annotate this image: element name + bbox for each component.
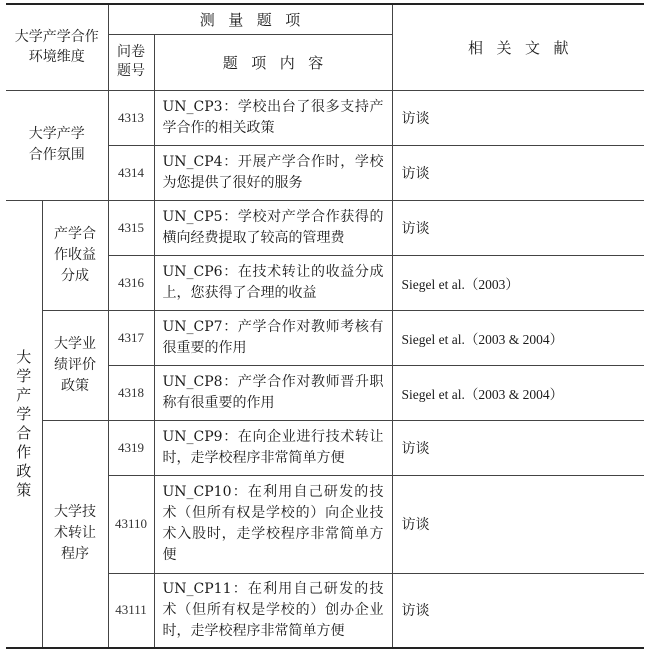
item-no: 43111 bbox=[108, 573, 154, 648]
measurement-items-table-page bbox=[6, 3, 644, 649]
measurement-items-table bbox=[6, 3, 644, 649]
item-no: 43110 bbox=[108, 475, 154, 573]
subgroup-performance-evaluation-label: 大学业绩评价政策 bbox=[54, 335, 96, 394]
item-no: 4314 bbox=[108, 145, 154, 200]
header-item-no bbox=[108, 34, 154, 90]
item-content: UN_CP9：在向企业进行技术转让时，走学校程序非常简单方便 bbox=[154, 420, 392, 475]
subgroup-performance-evaluation bbox=[42, 310, 108, 420]
item-no: 4316 bbox=[108, 255, 154, 310]
header-row-1 bbox=[6, 4, 644, 34]
item-no: 4315 bbox=[108, 200, 154, 255]
item-reference: Siegel et al.（2003 & 2004） bbox=[392, 365, 644, 420]
item-no: 4318 bbox=[108, 365, 154, 420]
header-dimension-label: 大学产学合作环境维度 bbox=[14, 29, 99, 66]
item-reference: 访谈 bbox=[392, 200, 644, 255]
item-content: UN_CP4：开展产学合作时，学校为您提供了很好的服务 bbox=[154, 145, 392, 200]
header-item-content: 题项内容 bbox=[154, 34, 392, 90]
item-reference: 访谈 bbox=[392, 475, 644, 573]
item-content: UN_CP10：在利用自己研发的技术（但所有权是学校的）向企业技术入股时，走学校程序非常简单方便 bbox=[154, 475, 392, 573]
group-policy bbox=[6, 200, 42, 648]
header-references: 相关文献 bbox=[392, 4, 644, 90]
group-policy-char: 产 bbox=[16, 385, 32, 404]
table-row bbox=[6, 310, 644, 365]
group-policy-char: 学 bbox=[16, 366, 32, 385]
item-reference: 访谈 bbox=[392, 420, 644, 475]
table-row bbox=[6, 420, 644, 475]
group-policy-char: 策 bbox=[16, 480, 32, 499]
group-policy-char: 作 bbox=[16, 442, 32, 461]
subgroup-revenue-sharing-label: 产学合作收益分成 bbox=[54, 225, 96, 284]
group-policy-char: 政 bbox=[16, 461, 32, 480]
group-policy-char: 大 bbox=[16, 347, 32, 366]
item-content: UN_CP3：学校出台了很多支持产学合作的相关政策 bbox=[154, 90, 392, 145]
item-content: UN_CP7：产学合作对教师考核有很重要的作用 bbox=[154, 310, 392, 365]
group-policy-char: 合 bbox=[16, 423, 32, 442]
item-no: 4319 bbox=[108, 420, 154, 475]
subgroup-tech-transfer bbox=[42, 420, 108, 648]
subgroup-tech-transfer-label: 大学技术转让程序 bbox=[54, 504, 96, 563]
item-no: 4317 bbox=[108, 310, 154, 365]
group-policy-char: 学 bbox=[16, 404, 32, 423]
header-item-no-label: 问卷题号 bbox=[117, 44, 145, 79]
item-content: UN_CP6：在技术转让的收益分成上，您获得了合理的收益 bbox=[154, 255, 392, 310]
header-items: 测量题项 bbox=[108, 4, 392, 34]
item-reference: 访谈 bbox=[392, 90, 644, 145]
item-reference: 访谈 bbox=[392, 573, 644, 648]
header-dimension bbox=[6, 4, 108, 90]
item-no: 4313 bbox=[108, 90, 154, 145]
item-content: UN_CP11：在利用自己研发的技术（但所有权是学校的）创办企业时，走学校程序非常简单方便 bbox=[154, 573, 392, 648]
group-atmosphere-label: 大学产学合作氛围 bbox=[28, 126, 85, 163]
item-reference: Siegel et al.（2003 & 2004） bbox=[392, 310, 644, 365]
subgroup-revenue-sharing bbox=[42, 200, 108, 310]
table-row bbox=[6, 200, 644, 255]
table-row bbox=[6, 90, 644, 145]
item-content: UN_CP8：产学合作对教师晋升职称有很重要的作用 bbox=[154, 365, 392, 420]
item-content: UN_CP5：学校对产学合作获得的横向经费提取了较高的管理费 bbox=[154, 200, 392, 255]
item-reference: Siegel et al.（2003） bbox=[392, 255, 644, 310]
item-reference: 访谈 bbox=[392, 145, 644, 200]
group-atmosphere bbox=[6, 90, 108, 200]
